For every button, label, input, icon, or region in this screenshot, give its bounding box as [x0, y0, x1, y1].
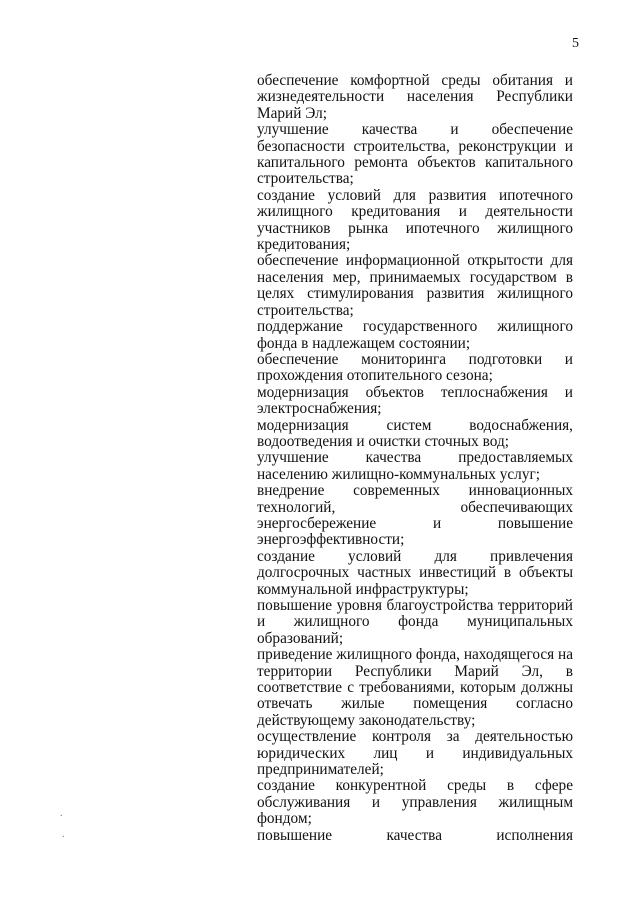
page-number: 5	[572, 36, 579, 51]
list-item: приведение жилищного фонда, находящегося на территории Республики Марий Эл, в соответствие с требованиями, которым должны отвечать жилые помещения согласно действующему законодательству;	[257, 646, 574, 729]
list-item: улучшение качества предоставляемых населению жилищно-коммунальных услуг;	[257, 449, 573, 483]
list-item: поддержание государственного жилищного фонда в надлежащем состоянии;	[257, 318, 573, 352]
list-item: обеспечение информационной открытости для населения мер, принимаемых государством в целях стимулирования развития жилищного строительства;	[257, 252, 573, 319]
list-item: создание конкурентной среды в сфере обслуживания и управления жилищным фондом;	[257, 777, 573, 828]
list-item: осуществление контроля за деятельностью юридических лиц и индивидуальных предпринимателей;	[257, 728, 573, 779]
list-item: обеспечение мониторинга подготовки и прохождения отопительного сезона;	[257, 350, 573, 385]
list-item: создание условий для привлечения долгосрочных частных инвестиций в объекты коммунальной инфраструктуры;	[257, 547, 573, 598]
list-item: модернизация объектов теплоснабжения и электроснабжения;	[257, 383, 573, 418]
margin-dot: .	[60, 808, 63, 819]
list-item: улучшение качества и обеспечение безопасности строительства, реконструкции и капитального ремонта объектов капитального строительства;	[257, 121, 573, 188]
margin-dot: .	[62, 829, 65, 840]
list-item: обеспечение комфортной среды обитания и жизнедеятельности населения Республики Марий Эл;	[257, 72, 573, 122]
list-item: модернизация систем водоснабжения, водоотведения и очистки сточных вод;	[257, 416, 573, 450]
goals-list	[257, 73, 573, 844]
list-item: создание условий для развития ипотечного жилищного кредитования и деятельности участников рынка ипотечного жилищного кредитования;	[257, 186, 573, 254]
list-item: внедрение современных инновационных технологий, обеспечивающих энергосбережение и повышение энергоэффективности;	[257, 482, 573, 549]
list-item-continued: повышение качества исполнения	[257, 826, 573, 844]
list-item: повышение уровня благоустройства территорий и жилищного фонда муниципальных образований;	[257, 597, 573, 647]
